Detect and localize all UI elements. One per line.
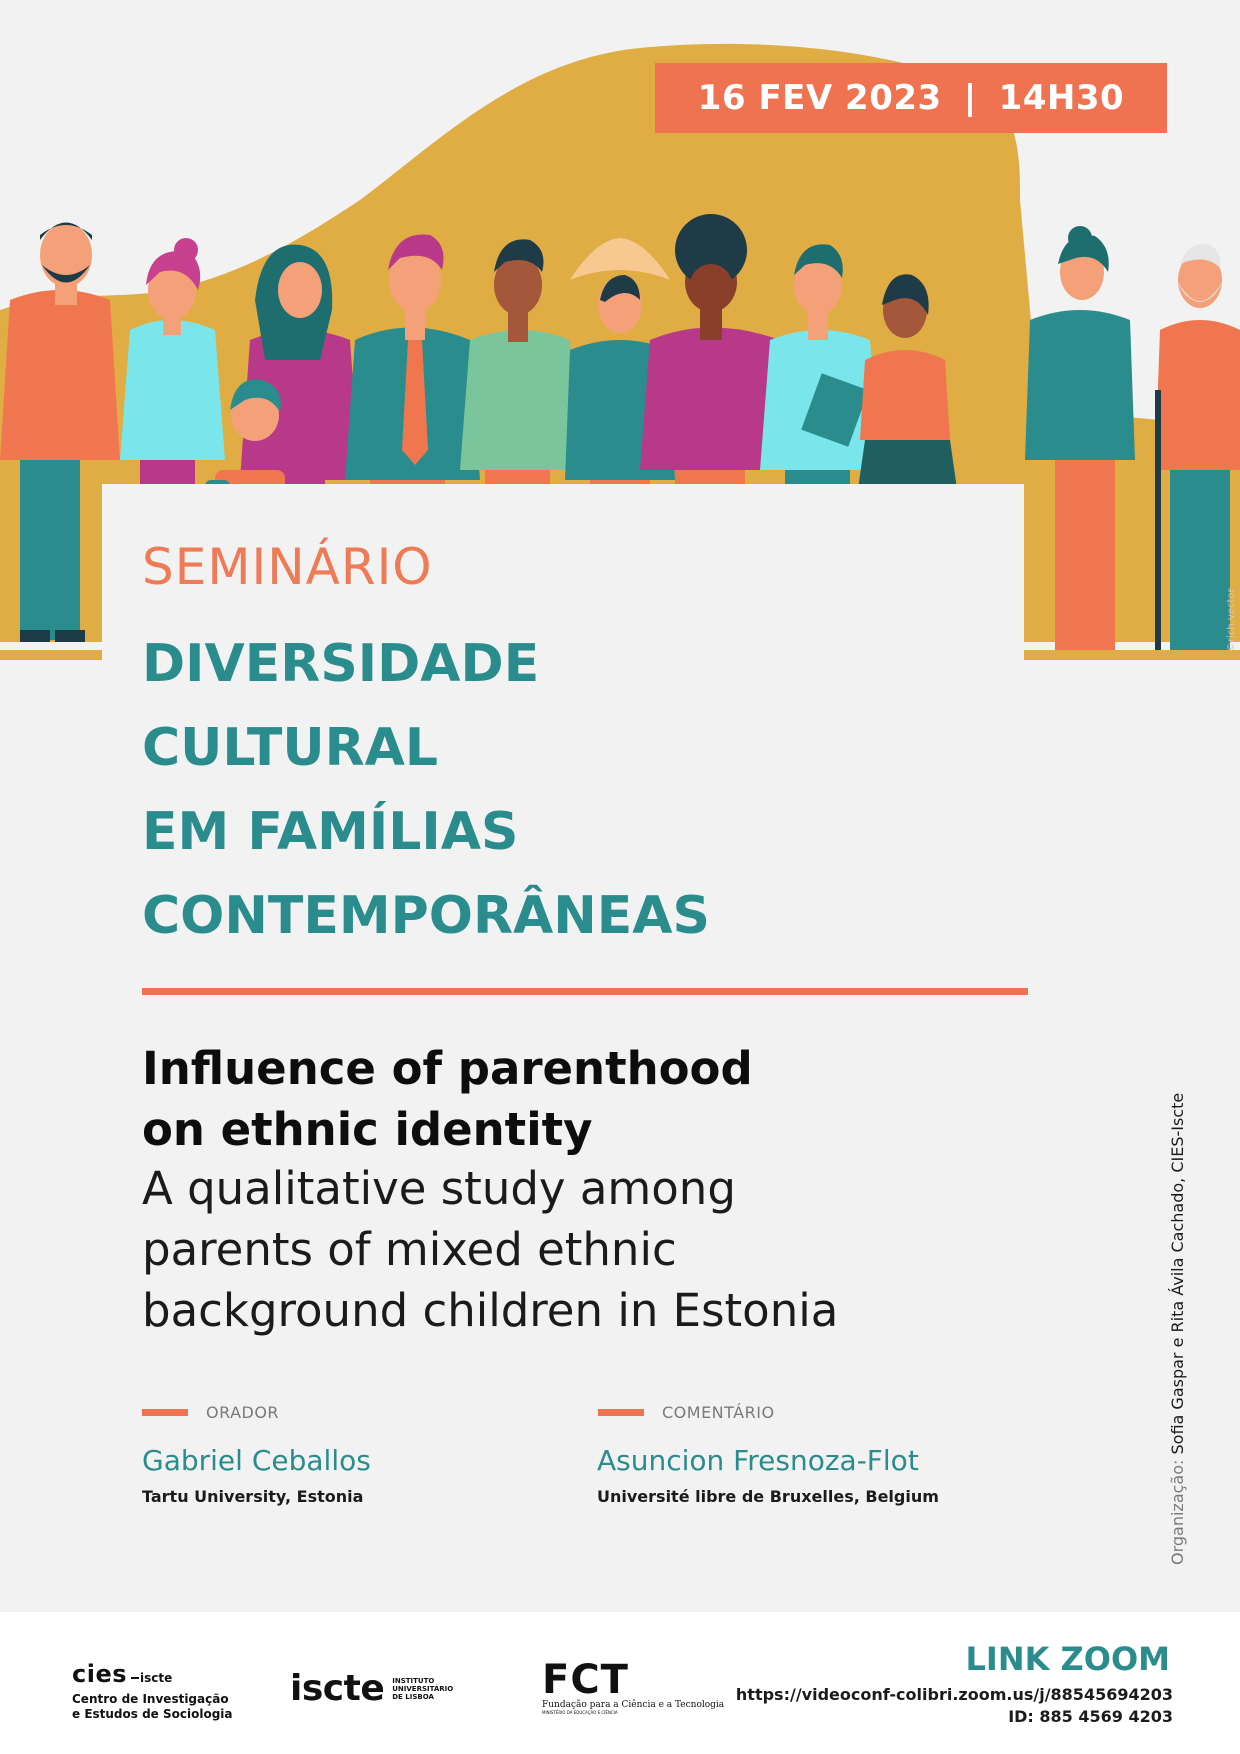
- fct-logo: [542, 1657, 725, 1715]
- speaker-role: [142, 1403, 279, 1422]
- role-accent-bar: [598, 1409, 644, 1416]
- cies-logo-subline: Centro de Investigação: [72, 1692, 229, 1706]
- organization-names: Sofia Gaspar e Rita Ávila Cachado, CIES-Iscte: [1168, 1092, 1187, 1455]
- commentator-affiliation: Université libre de Bruxelles, Belgium: [597, 1487, 939, 1506]
- person-10: [1025, 226, 1135, 650]
- iscte-logo: [290, 1668, 453, 1709]
- seminar-title-line: DIVERSIDADE: [142, 634, 540, 694]
- iscte-logo-word: iscte: [290, 1668, 385, 1709]
- iscte-logo-subline: DE LISBOA: [392, 1692, 434, 1701]
- talk-subtitle-line: parents of mixed ethnic: [142, 1223, 677, 1276]
- commentator-name: Asuncion Fresnoza-Flot: [597, 1444, 919, 1477]
- iscte-logo-subline: INSTITUTO: [392, 1676, 435, 1685]
- right-figures-illustration: [1010, 220, 1240, 660]
- speaker-name: Gabriel Ceballos: [142, 1444, 371, 1477]
- seminar-title: [142, 622, 962, 958]
- cies-logo-subline: e Estudos de Sociologia: [72, 1707, 233, 1721]
- seminar-title-line: EM FAMÍLIAS: [142, 802, 519, 862]
- talk-title: [142, 1038, 1042, 1160]
- cies-logo: [72, 1660, 233, 1722]
- illustration-credit: ©rich.vector: [1226, 588, 1237, 652]
- cies-logo-mark: [131, 1677, 139, 1679]
- section-divider: [142, 988, 1028, 995]
- date-separator: |: [963, 78, 977, 118]
- date-time-banner: [655, 63, 1167, 133]
- talk-subtitle-line: A qualitative study among: [142, 1162, 736, 1215]
- seminar-label: SEMINÁRIO: [142, 538, 433, 596]
- commentator-role: [598, 1403, 775, 1422]
- zoom-link-url[interactable]: https://videoconf-colibri.zoom.us/j/88545694203: [735, 1685, 1173, 1704]
- commentator-role-label: COMENTÁRIO: [662, 1403, 775, 1422]
- organization-credit: [1168, 1055, 1190, 1565]
- event-date: 16 FEV 2023: [697, 78, 942, 118]
- fct-logo-word: FCT: [542, 1657, 629, 1703]
- zoom-meeting-id: ID: 885 4569 4203: [1008, 1707, 1173, 1726]
- talk-title-line: on ethnic identity: [142, 1103, 593, 1156]
- role-accent-bar: [142, 1409, 188, 1416]
- event-time: 14H30: [998, 78, 1125, 118]
- talk-title-line: Influence of parenthood: [142, 1042, 753, 1095]
- fct-logo-subline: Fundação para a Ciência e a Tecnologia: [542, 1700, 725, 1710]
- speaker-affiliation: Tartu University, Estonia: [142, 1487, 364, 1506]
- cies-logo-word: cies: [72, 1660, 128, 1688]
- iscte-logo-subline: UNIVERSITÁRIO: [392, 1684, 454, 1693]
- speaker-role-label: ORADOR: [206, 1403, 280, 1422]
- fct-logo-ministry: MINISTÉRIO DA EDUCAÇÃO E CIÊNCIA: [542, 1710, 618, 1715]
- talk-subtitle: [142, 1158, 1082, 1341]
- talk-subtitle-line: background children in Estonia: [142, 1284, 839, 1337]
- seminar-title-line: CULTURAL: [142, 718, 439, 778]
- seminar-title-line: CONTEMPORÂNEAS: [142, 886, 710, 946]
- zoom-link-title: LINK ZOOM: [965, 1640, 1170, 1678]
- cies-logo-suffix: iscte: [140, 1671, 173, 1685]
- organization-label: Organização:: [1168, 1459, 1187, 1565]
